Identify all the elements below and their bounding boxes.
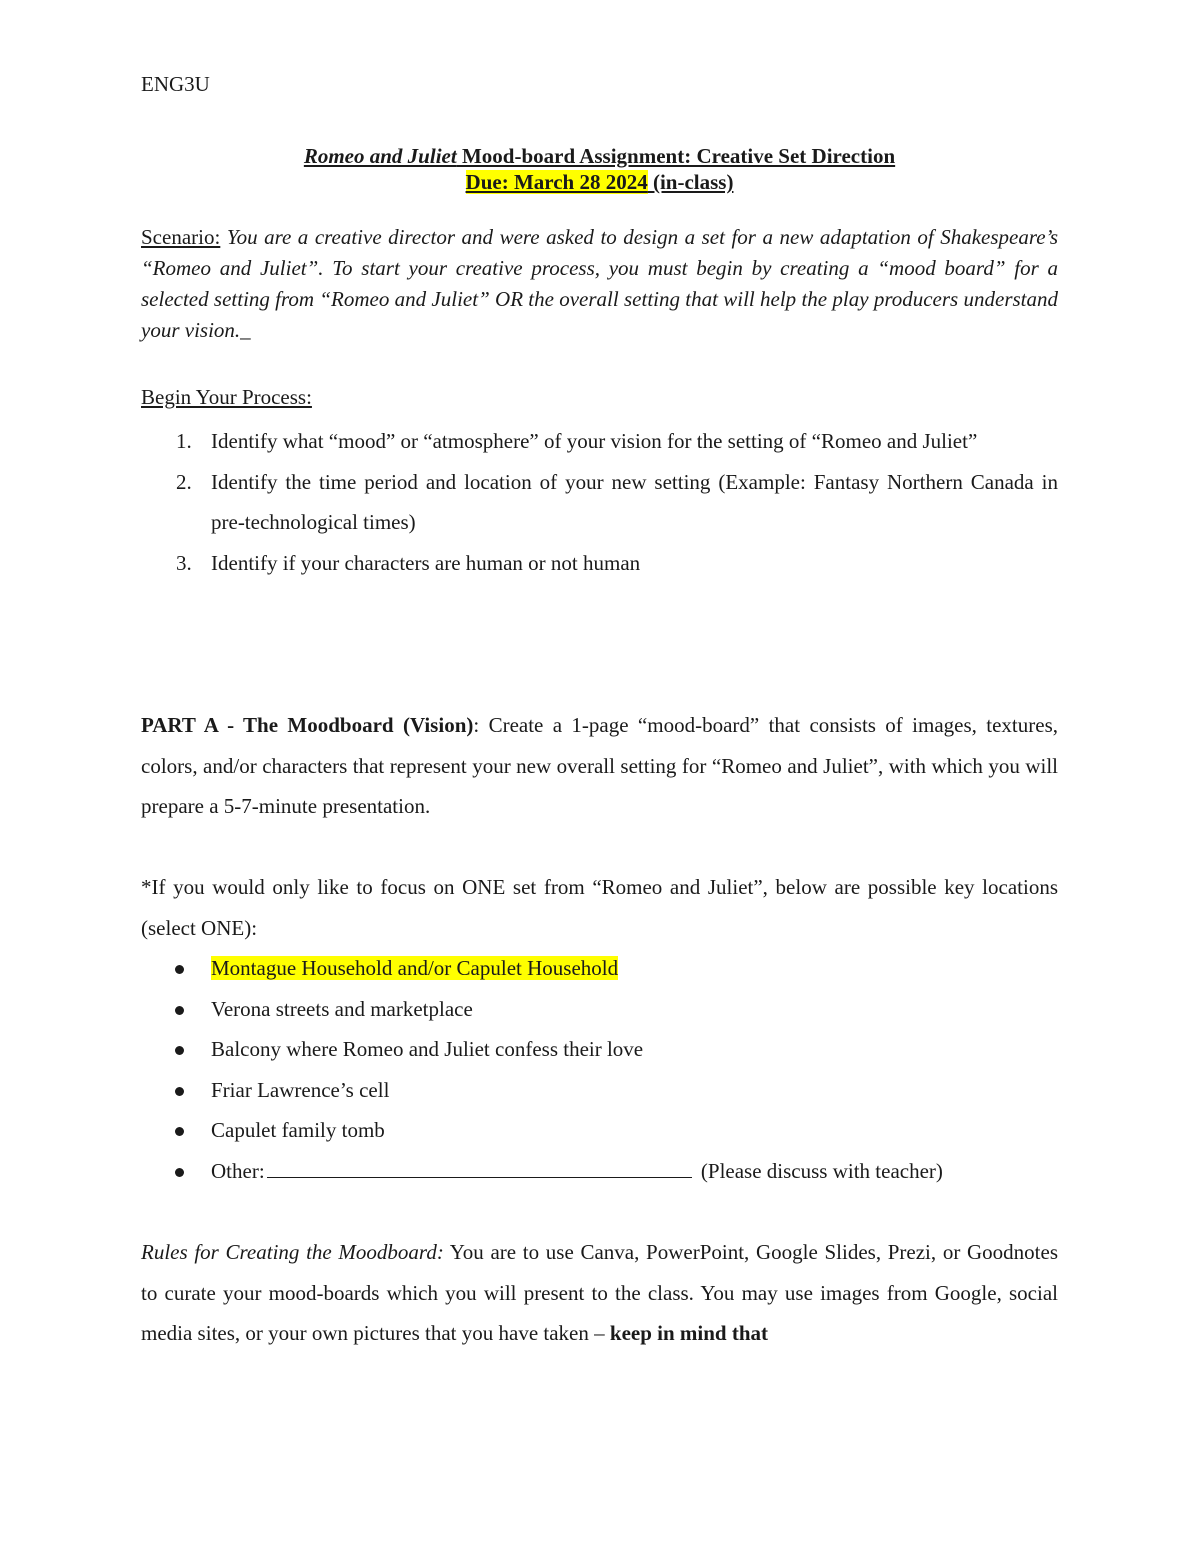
due-line <box>141 169 1058 195</box>
list-item <box>141 1110 1058 1151</box>
location-label: Capulet family tomb <box>211 1118 385 1142</box>
step-text: Identify what “mood” or “atmosphere” of your vision for the setting of “Romeo and Juliet” <box>211 429 978 453</box>
other-note: (Please discuss with teacher) <box>695 1158 943 1183</box>
play-title: Romeo and Juliet <box>303 144 457 168</box>
other-label: Other: <box>211 1158 265 1183</box>
step-number: 2. <box>176 469 192 494</box>
rules-label: Rules for Creating the Moodboard: <box>141 1240 444 1264</box>
list-item <box>141 1070 1058 1111</box>
part-a-label: PART A - The Moodboard (Vision) <box>141 713 474 737</box>
part-a-text: : Create a 1-page “mood-board” that consists of images, textures, colors, and/or characters that represent your new overall setting for “Romeo and Juliet”, with which you will prepare a 5-7-minute presentation. <box>141 713 1058 818</box>
scenario-paragraph <box>141 222 1058 346</box>
locations-list <box>141 948 1058 1191</box>
other-blank-line[interactable] <box>267 1155 692 1178</box>
step-number: 1. <box>176 429 192 453</box>
title-block <box>141 143 1058 195</box>
course-code: ENG3U <box>141 72 210 96</box>
due-note: (in-class) <box>647 170 734 194</box>
list-item <box>141 948 1058 989</box>
rules-paragraph <box>141 1232 1058 1354</box>
list-item <box>141 1029 1058 1070</box>
title-rest: Mood-board Assignment: Creative Set Direction <box>456 144 896 168</box>
process-steps <box>141 421 1058 583</box>
bullet-icon <box>175 1168 184 1177</box>
process-step <box>141 421 1058 462</box>
location-label: Friar Lawrence’s cell <box>211 1077 390 1102</box>
document-page <box>141 0 1058 1553</box>
process-step <box>141 543 1058 584</box>
scenario-text: You are a creative director and were asked to design a set for a new adaptation of Shakespeare’s “Romeo and Juliet”. To start your creative process, you must begin by creating a “mood board” for a selected setting from “Romeo and Juliet” OR the overall setting that will help the play producers understand your vision._ <box>141 225 1058 342</box>
assignment-title <box>141 143 1058 169</box>
bullet-icon <box>175 1046 184 1055</box>
rules-text: You are to use Canva, PowerPoint, Google Slides, Prezi, or Goodnotes to curate your mood-boards which you will present to the class. You may use images from Google, social media sites, or your own pictures that you have taken – <box>141 1240 1058 1345</box>
step-number: 3. <box>176 550 192 575</box>
location-label: Montague Household and/or Capulet Household <box>211 956 619 980</box>
process-heading: Begin Your Process: <box>141 385 312 409</box>
rules-bold-tail: keep in mind that <box>609 1321 769 1345</box>
focus-paragraph: *If you would only like to focus on ONE set from “Romeo and Juliet”, below are possible key locations (select ONE): <box>141 875 1058 940</box>
location-label: Verona streets and marketplace <box>211 996 473 1021</box>
bullet-icon <box>175 1087 184 1096</box>
bullet-icon <box>175 1127 184 1136</box>
bullet-icon <box>175 1006 184 1015</box>
location-label: Balcony where Romeo and Juliet confess their love <box>211 1037 644 1061</box>
scenario-label: Scenario: <box>141 225 221 249</box>
step-text: Identify the time period and location of your new setting (Example: Fantasy Northern Canada in pre-technological times) <box>211 469 1058 534</box>
due-date: Due: March 28 2024 <box>465 170 648 194</box>
list-item <box>141 989 1058 1030</box>
process-step <box>141 462 1058 543</box>
list-item-other <box>141 1151 1058 1192</box>
part-a-paragraph <box>141 705 1058 827</box>
step-text: Identify if your characters are human or not human <box>211 550 641 575</box>
bullet-icon <box>175 965 184 974</box>
